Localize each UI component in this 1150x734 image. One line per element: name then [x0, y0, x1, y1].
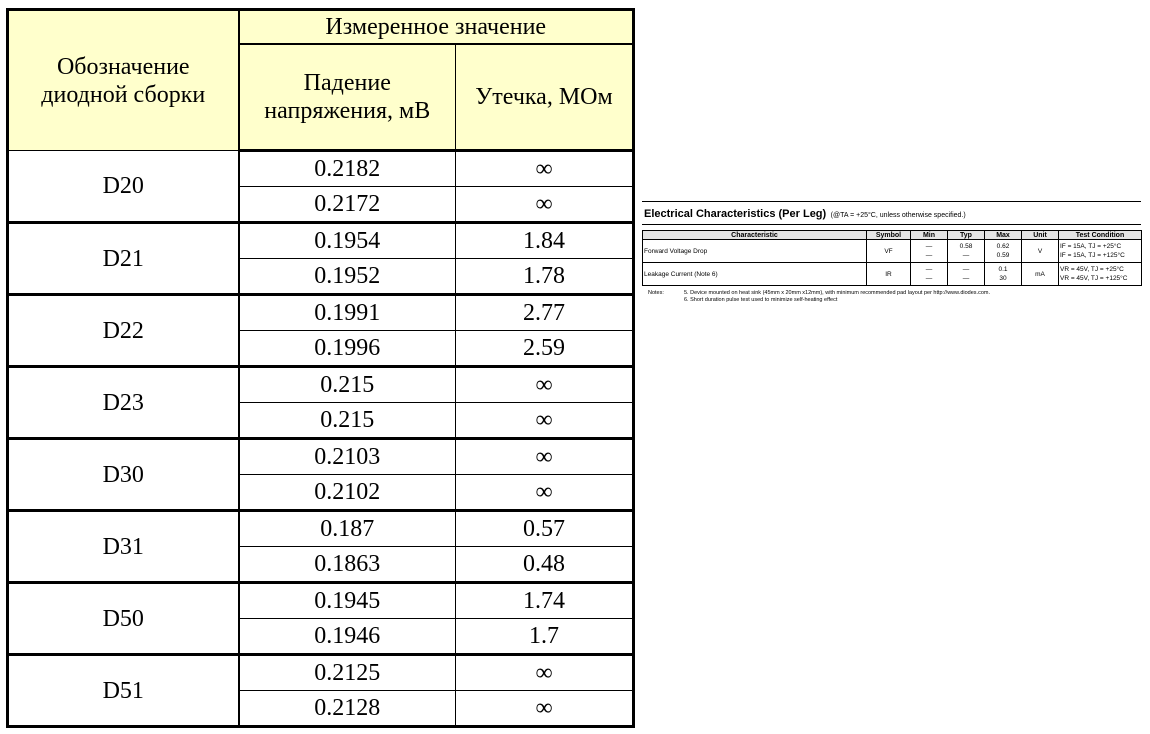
test-condition-cell-line: VR = 45V, TJ = +125°C: [1060, 275, 1128, 282]
voltage-drop-cell: 0.1863: [239, 547, 456, 583]
voltage-drop-cell: 0.1946: [239, 619, 456, 655]
leakage-cell: 1.78: [456, 259, 634, 295]
designation-header: Обозначение диодной сборки: [8, 10, 239, 151]
diode-assembly-name: D51: [8, 655, 239, 727]
symbol-cell: VF: [867, 240, 911, 263]
leakage-cell: ∞: [456, 151, 634, 187]
datasheet-column-header: Min: [911, 231, 948, 240]
typ-cell-line: —: [962, 252, 970, 259]
voltage-drop-cell: 0.2128: [239, 691, 456, 727]
datasheet-notes: [642, 290, 1141, 303]
voltage-drop-cell: 0.2172: [239, 187, 456, 223]
unit-cell: mA: [1022, 263, 1059, 286]
leakage-cell: ∞: [456, 655, 634, 691]
typ-cell-line: 0.58: [959, 243, 973, 250]
datasheet-row: [643, 240, 1142, 263]
voltage-drop-cell: 0.1945: [239, 583, 456, 619]
leakage-cell: 1.74: [456, 583, 634, 619]
datasheet-column-header: Test Condition: [1059, 231, 1142, 240]
characteristic-cell: Leakage Current (Note 6): [643, 263, 867, 286]
diode-assembly-name: D50: [8, 583, 239, 655]
table-row: [8, 655, 634, 691]
min-cell: [911, 263, 948, 286]
measurement-table-body: [8, 151, 634, 727]
typ-cell-line: —: [962, 266, 970, 273]
table-row: [8, 223, 634, 259]
voltage-drop-cell: 0.2125: [239, 655, 456, 691]
leakage-cell: 1.7: [456, 619, 634, 655]
voltage-drop-cell: 0.187: [239, 511, 456, 547]
voltage-drop-cell: 0.1991: [239, 295, 456, 331]
voltage-drop-cell: 0.1996: [239, 331, 456, 367]
voltage-drop-cell: 0.215: [239, 367, 456, 403]
table-row: [8, 511, 634, 547]
datasheet-header-row: [643, 231, 1142, 240]
voltage-drop-cell: 0.215: [239, 403, 456, 439]
leakage-cell: 0.48: [456, 547, 634, 583]
diode-assembly-name: D21: [8, 223, 239, 295]
max-cell-line: 0.1: [998, 266, 1008, 273]
test-condition-cell-line: VR = 45V, TJ = +25°C: [1060, 266, 1124, 273]
characteristic-cell: Forward Voltage Drop: [643, 240, 867, 263]
leakage-cell: ∞: [456, 403, 634, 439]
max-cell-line: 0.62: [996, 243, 1010, 250]
leakage-cell: ∞: [456, 187, 634, 223]
datasheet-body: [643, 240, 1142, 286]
table-row: [8, 295, 634, 331]
diode-assembly-name: D20: [8, 151, 239, 223]
measurement-table: [6, 8, 635, 728]
max-cell: [985, 263, 1022, 286]
voltage-drop-cell: 0.1952: [239, 259, 456, 295]
max-cell: [985, 240, 1022, 263]
leakage-cell: ∞: [456, 367, 634, 403]
min-cell-line: —: [925, 275, 933, 282]
diode-assembly-name: D31: [8, 511, 239, 583]
test-condition-cell-line: IF = 15A, TJ = +25°C: [1060, 243, 1122, 250]
min-cell: [911, 240, 948, 263]
note-item: 6. Short duration pulse test used to minimize self-heating effect: [684, 296, 838, 303]
table-row: [8, 439, 634, 475]
test-condition-cell: [1059, 263, 1142, 286]
leakage-cell: 2.77: [456, 295, 634, 331]
datasheet-row: [643, 263, 1142, 286]
unit-cell: V: [1022, 240, 1059, 263]
note-item: 5. Device mounted on heat sink (45mm x 20mm x12mm), with minimum recommended pad layout per http://www.diodes.com.: [684, 290, 990, 296]
notes-list: [684, 290, 990, 303]
leakage-cell: 2.59: [456, 331, 634, 367]
min-cell-line: —: [925, 252, 933, 259]
datasheet-title: Electrical Characteristics (Per Leg): [644, 208, 827, 220]
diode-assembly-name: D22: [8, 295, 239, 367]
leakage-header: Утечка, МОм: [456, 44, 634, 151]
notes-label: Notes:: [648, 290, 664, 296]
datasheet-condition: (@TA = +25°C, unless otherwise specified.): [830, 212, 966, 219]
min-cell-line: —: [925, 243, 933, 250]
voltage-drop-cell: 0.1954: [239, 223, 456, 259]
min-cell-line: —: [925, 266, 933, 273]
datasheet-column-header: Max: [985, 231, 1022, 240]
voltage-drop-cell: 0.2182: [239, 151, 456, 187]
voltage-drop-cell: 0.2102: [239, 475, 456, 511]
voltage-drop-header: Падение напряжения, мВ: [239, 44, 456, 151]
datasheet-snippet: [642, 201, 1141, 303]
leakage-cell: 0.57: [456, 511, 634, 547]
diode-assembly-name: D30: [8, 439, 239, 511]
leakage-cell: 1.84: [456, 223, 634, 259]
test-condition-cell: [1059, 240, 1142, 263]
typ-cell: [948, 240, 985, 263]
leakage-cell: ∞: [456, 691, 634, 727]
datasheet-column-header: Characteristic: [643, 231, 867, 240]
leakage-cell: ∞: [456, 475, 634, 511]
datasheet-column-header: Symbol: [867, 231, 911, 240]
table-row: [8, 367, 634, 403]
table-row: [8, 583, 634, 619]
diode-assembly-name: D23: [8, 367, 239, 439]
voltage-drop-cell: 0.2103: [239, 439, 456, 475]
typ-cell: [948, 263, 985, 286]
table-row: [8, 151, 634, 187]
test-condition-cell-line: IF = 15A, TJ = +125°C: [1060, 252, 1125, 259]
datasheet-column-header: Unit: [1022, 231, 1059, 240]
max-cell-line: 30: [999, 275, 1007, 282]
electrical-characteristics-table: [642, 230, 1142, 286]
symbol-cell: IR: [867, 263, 911, 286]
leakage-cell: ∞: [456, 439, 634, 475]
max-cell-line: 0.59: [996, 252, 1010, 259]
measured-value-header: Измеренное значение: [239, 10, 634, 45]
datasheet-column-header: Typ: [948, 231, 985, 240]
typ-cell-line: —: [962, 275, 970, 282]
datasheet-title-row: [642, 201, 1141, 225]
